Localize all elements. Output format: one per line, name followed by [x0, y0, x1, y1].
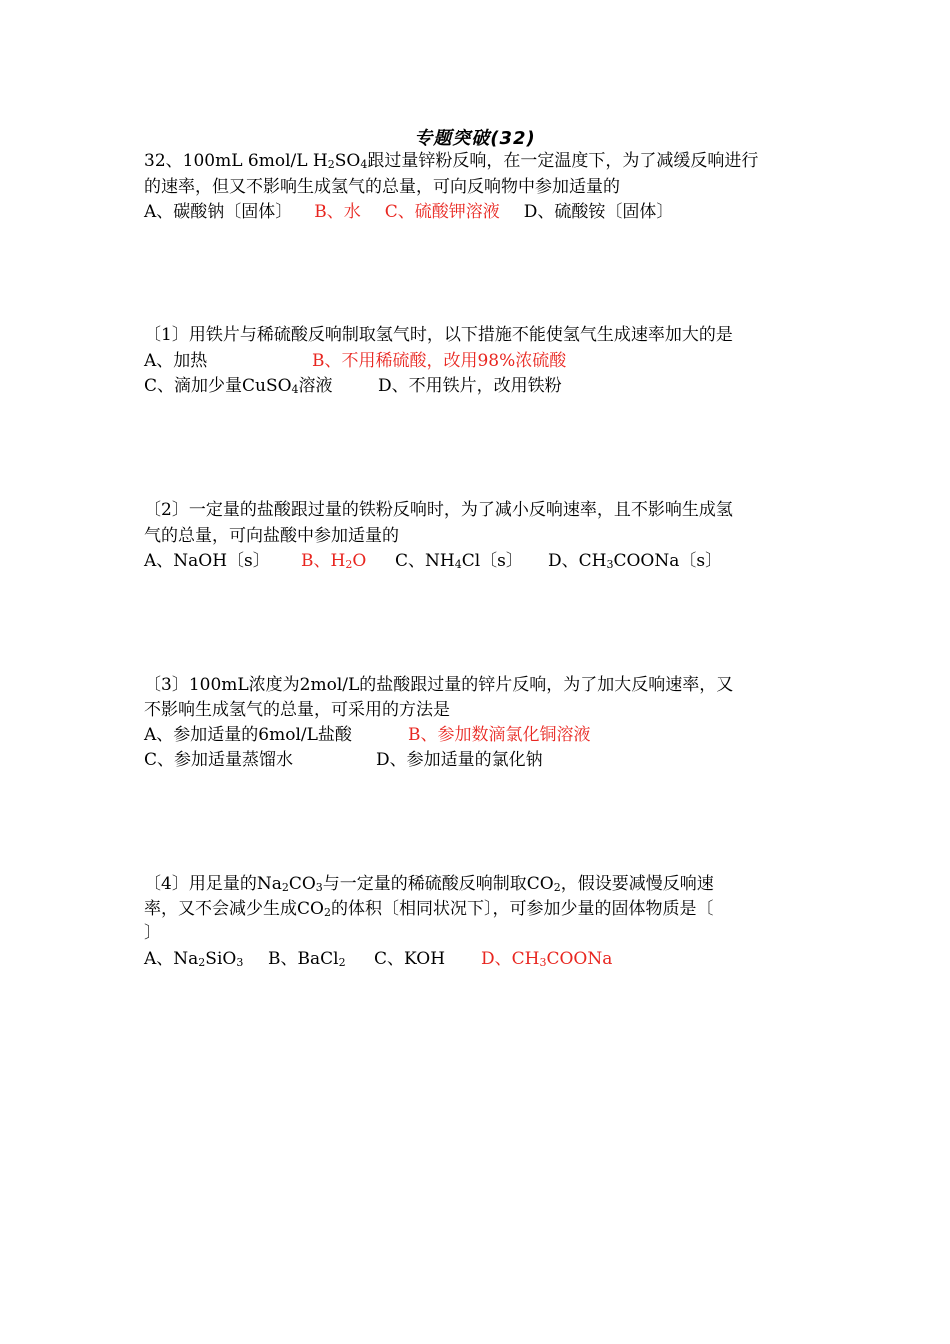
q2-line2: 气的总量，可向盐酸中参加适量的 [144, 526, 399, 546]
q4-option-a: A、$Na_2SiO_3$ [144, 949, 244, 969]
q32-option-a: A、碳酸钠〔固体〕 [144, 202, 293, 222]
q4-option-b: B、BaCl$_2$ [268, 949, 346, 969]
q2-line1: 〔2〕一定量的盐酸跟过量的铁粉反响时，为了减小反响速率，且不影响生成氢 [144, 500, 733, 520]
q4-option-c: C、KOH [374, 949, 446, 969]
q32-text: 跟过量锌粉反响，在一定温度下，为了减缓反响进行 [367, 151, 759, 171]
q1-option-a: A、加热 [144, 351, 208, 371]
q32-option-b-answer: B、水 [314, 202, 361, 222]
q32-option-d: D、硫酸铵〔固体〕 [523, 202, 674, 222]
q32-option-c-answer: C、硫酸钾溶液 [384, 202, 500, 222]
q3-option-a: A、参加适量的6mol/L盐酸 [144, 725, 352, 745]
q1-line1: 〔1〕用铁片与稀硫酸反响制取氢气时，以下措施不能使氢气生成速率加大的是 [144, 325, 733, 345]
q32-text: SO [334, 151, 361, 171]
subscript: 2 [327, 158, 335, 171]
q3-options-row1 [144, 723, 591, 747]
subscript: 4 [360, 158, 368, 171]
q3-options-row2 [144, 748, 543, 772]
q1-options-row2 [144, 374, 562, 398]
q32-line2: 的速率，但又不影响生成氢气的总量，可向反响物中参加适量的 [144, 177, 620, 197]
q2-options [144, 549, 722, 573]
q3-option-d: D、参加适量的氯化钠 [376, 750, 543, 770]
q4-option-d-answer: D、$CH_3COONa$ [481, 949, 613, 969]
q4-options [144, 947, 612, 971]
q4-line3: 〕 [144, 923, 161, 943]
q3-line2: 不影响生成氢气的总量，可采用的方法是 [144, 700, 450, 720]
q4-line1: 〔4〕用足量的$Na_2CO_3$与一定量的稀硫酸反响制取$CO_2$，假设要减慢反响速 [144, 874, 714, 894]
q4-line2: 率，又不会减少生成$CO_2$的体积〔相同状况下〕，可参加少量的固体物质是〔 [144, 899, 714, 919]
q2-option-a: A、NaOH〔s〕 [144, 551, 270, 571]
q1-option-b-answer: B、不用稀硫酸，改用98%浓硫酸 [312, 351, 567, 371]
q1-options-row1 [144, 349, 566, 373]
q2-option-b-answer: B、$H_2O$ [301, 551, 367, 571]
q3-line1: 〔3〕100mL浓度为2mol/L的盐酸跟过量的锌片反响，为了加大反响速率，又 [144, 675, 734, 695]
q1-option-d: D、不用铁片，改用铁粉 [378, 376, 562, 396]
q2-option-c: C、$NH_4Cl$〔s〕 [395, 551, 523, 571]
q3-option-c: C、参加适量蒸馏水 [144, 750, 294, 770]
q3-option-b-answer: B、参加数滴氯化铜溶液 [408, 725, 591, 745]
page-title: 专题突破(32) [414, 128, 536, 149]
q1-option-c: C、滴加少量CuSO$_4$溶液 [144, 376, 333, 396]
q32-line1 [144, 149, 758, 173]
q2-option-d: D、$CH_3COONa$〔s〕 [548, 551, 723, 571]
q32-options [144, 200, 673, 224]
q32-text: 32、100mL 6mol/L H [144, 151, 328, 171]
